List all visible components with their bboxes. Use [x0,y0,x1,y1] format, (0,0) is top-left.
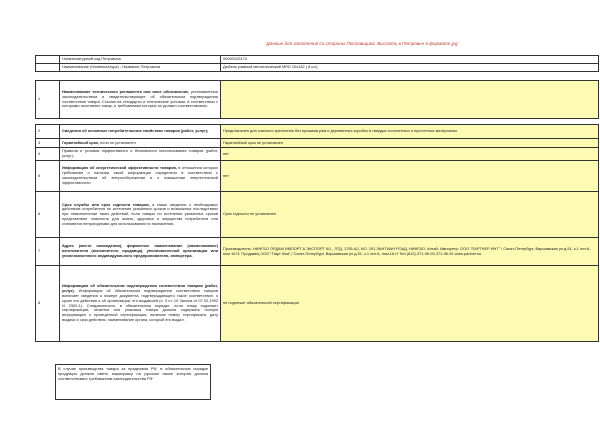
product-info-table [35,55,599,72]
code-value[interactable]: 00000102474 [221,56,599,64]
requirement-row [36,238,599,266]
requirement-value[interactable]: Предназначен для спасного крепления без прижима рам и деревянных коробок в твердых полнотелых и пустотелых материалах [221,125,599,139]
requirement-row [36,148,599,161]
requirement-value[interactable] [221,81,599,119]
requirement-label-text: если он установлен [99,139,136,145]
requirement-label-text: а также сведения о необходимых действиях потребителя по истечении указанных сроков и возможных последствиях при невыполнении таких действий, если товары по истечении указанных сроков представляют опасность для жизни, здоровья и имущества потребителя или становятся непригодными для использования по назначению. [62,201,218,226]
info-row-name [36,64,599,72]
requirement-label-bold: Информацию об обязательном подтверждении соответствия товаров (работ, услуг). [62,283,218,294]
requirement-label-bold: Адрес (место нахождения), фирменное наименование (наименование) изготовителя (исполнителя, продавца), уполномоченной организации или уполномоченного индивидуального предпринимателя, импортера. [62,243,218,258]
empty-cell [36,64,60,72]
name-value[interactable]: Дюбель рамный металлический MRD 10х182 ( 8 шт) [221,64,599,72]
requirement-label [60,192,221,238]
requirement-label-bold: Информацию об энергетической эффективности товаров, [62,165,177,171]
requirement-value[interactable]: Гарантийный срок не установлен [221,139,599,148]
requirement-label-bold: Наименование технического регламента или иное обозначение, [62,88,190,94]
row-number: 7 [36,238,60,266]
row-number: 8 [36,266,60,342]
row-number: 1 [36,81,60,119]
code-label: Номенклатурный код Петровича [60,56,221,64]
requirement-row [36,81,599,119]
row-number: 6 [36,192,60,238]
requirement-row [36,139,599,148]
requirement-row [36,161,599,192]
requirement-value[interactable]: нет [221,161,599,192]
row-number: 4 [36,148,60,161]
requirement-label-bold: Сведения об основных потребительских свойствах товаров (работ, услуг); [62,128,209,134]
requirement-row [36,192,599,238]
requirement-label [60,148,221,161]
requirement-label-bold: Срок службы или срок годности товаров, [62,201,150,207]
row-number: 3 [36,139,60,148]
requirement-label [60,125,221,139]
requirement-label [60,161,221,192]
requirement-label-text: Информация об обязательном подтверждении соответствия товаров включает сведения о номере документа, подтверждающего такое соответствие, о сроке его действия и об организации, его выдавшей (п. 3 ст. 10 Закона от 07.02.1992 N 2300-1). Следовательно, в обязательном порядке, если товар подлежит сертификации, этикетка или упаковка товара должна содержать полную информацию о проведенной сертификации, включая номер сертификата, дату выдачи и срок действия, наименование органа, который его выдал. [62,288,218,322]
row-number: 5 [36,161,60,192]
footer-note: В случае производства товара за пределами РФ, в обязательном порядке продукция должна иметь маркировку на русском языке которая должна соответствовать требованиям законодательства РФ [55,364,211,400]
requirement-value[interactable]: не подлежит обязательной сертификации [221,266,599,342]
requirement-row [36,266,599,342]
requirement-label [60,81,221,119]
requirement-value[interactable]: нет [221,148,599,161]
requirement-value[interactable]: Производитель: НИНГБО ОРДАМ ИМПОРТ & ЭКСПОРТ КО., ЛТД, 1706-А2, NO. 201 ЛАНТИАН РОАД, НИНГБО, Китай; Импортер: ООО "ПАРТНЕР ИНТ" / Санкт-Петербург, Варшавская ул.д.51, к.1 лит.А, пом 16 Н; Продавец ООО "Парт Ком" / Санкт-Петербург, Варшавская ул.д.51, к.1 лит.А, пом.16 Н Тел.(812)-371-96-90,371-96-91 www.partner.su [221,238,599,266]
header-note: Данные для заполнения со стороны Поставщика. Выслать в Петрович в формате jpg [266,41,458,46]
requirements-table [35,124,599,342]
requirement-label-text: установленное законодательством и свидетельствующее об обязательном подтверждении соответствия товара. Ссылки на стандарты и технические условия, в соответствии с которыми изготовлен товар, и требованиям которых он должен соответствовать [62,88,219,109]
empty-cell [36,56,60,64]
requirement-label [60,139,221,148]
requirement-label [60,238,221,266]
requirement-value[interactable]: Срок годности не установлен [221,192,599,238]
requirements-table [35,80,599,119]
requirement-label [60,266,221,342]
requirement-label-text: в отношении которых требование о наличии такой информации определено в соответствии с законодательством об энергосбережении и о повышении энергетической эффективности [62,165,218,185]
row-number: 2 [36,125,60,139]
requirement-label-text: Правила и условия эффективного и безопасного использования товаров (работ, услуг); [62,148,218,158]
name-label: Наименование (Номенклатура) - Название Петровича [60,64,221,72]
info-row-code [36,56,599,64]
requirement-row [36,125,599,139]
requirement-label-bold: Гарантийный срок, [62,139,99,145]
